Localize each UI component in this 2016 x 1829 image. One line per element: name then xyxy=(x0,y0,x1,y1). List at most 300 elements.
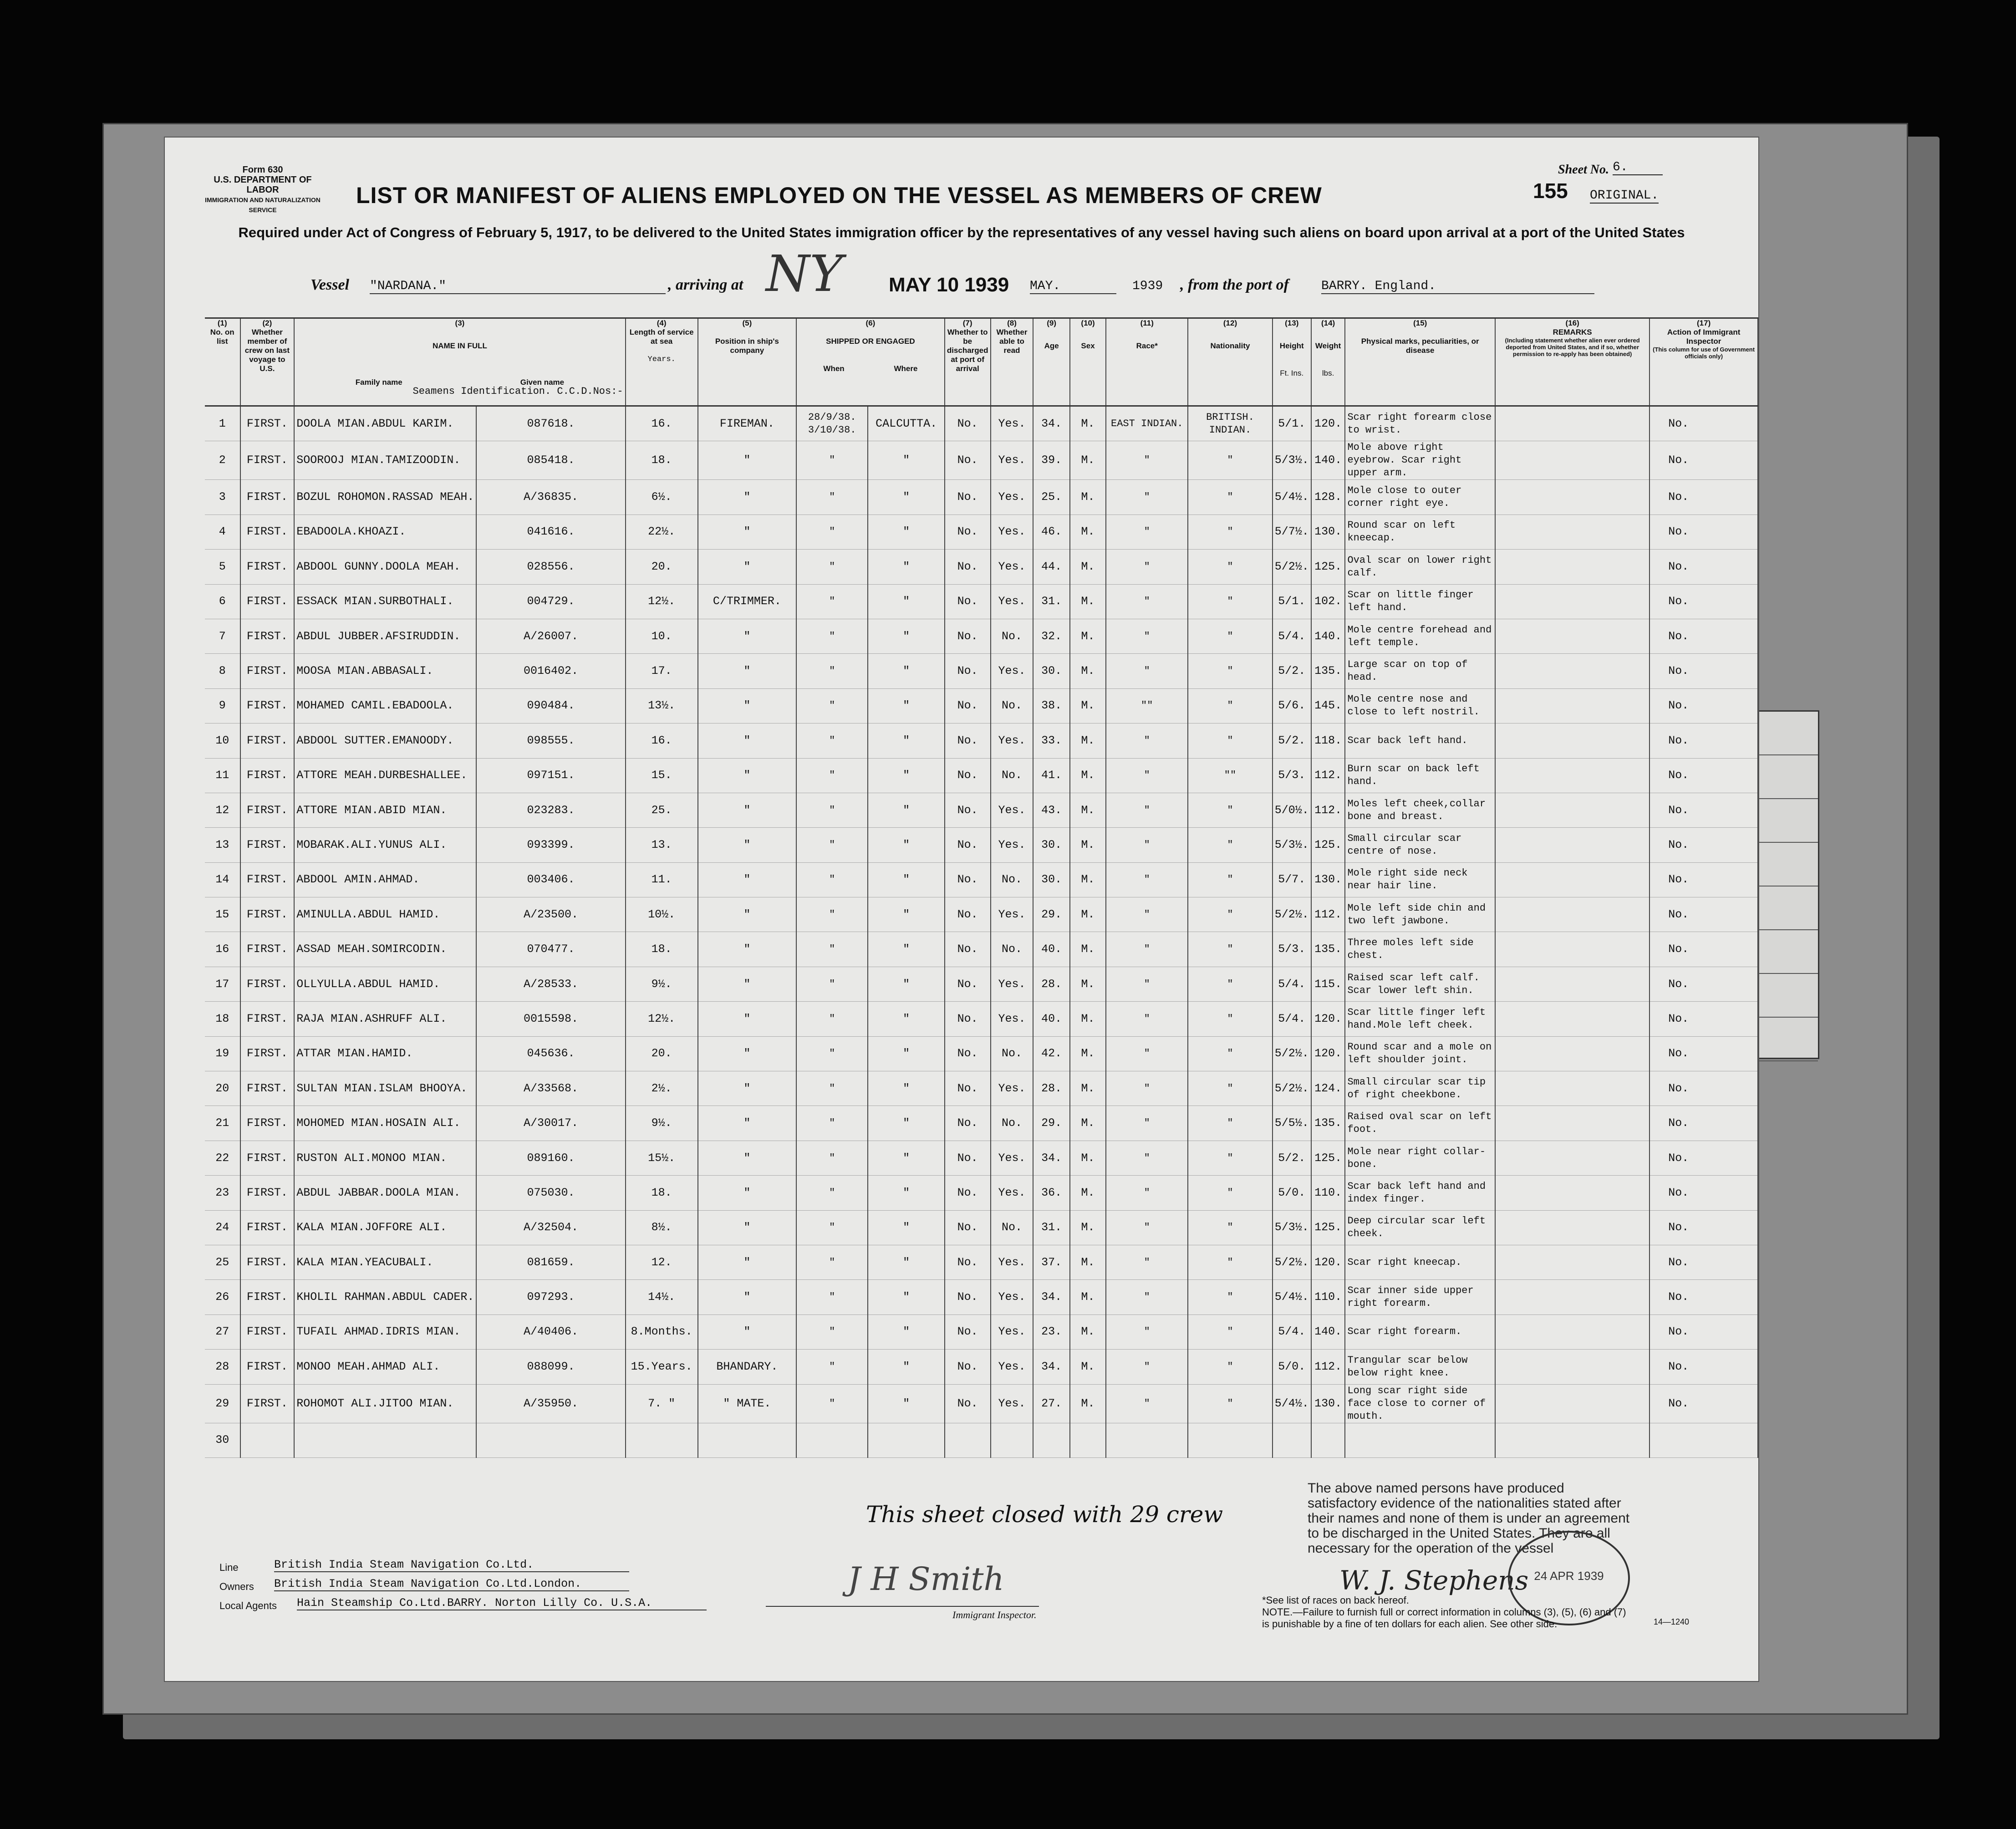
cell-no: 26 xyxy=(205,1280,240,1314)
cell-weight: 120. xyxy=(1311,406,1345,441)
cell-position: " xyxy=(698,441,796,480)
cell-discharged: No. xyxy=(945,793,991,827)
cell-weight: 125. xyxy=(1311,1210,1345,1245)
cell-race: " xyxy=(1106,480,1188,515)
cell-id: 097151. xyxy=(476,758,625,793)
cell-where: " xyxy=(868,1071,944,1106)
table-row xyxy=(205,1210,1758,1245)
cell-member: FIRST. xyxy=(240,1002,295,1036)
cell-remarks: No. xyxy=(1649,1071,1758,1106)
col-discharged: (7) Whether to be discharged at port of arrival xyxy=(945,318,991,406)
cell-age: 30. xyxy=(1033,828,1069,862)
cell-marks: Burn scar on back left hand. xyxy=(1345,758,1495,793)
cell-marks: Mole above right eyebrow. Scar right upper arm. xyxy=(1345,441,1495,480)
table-row xyxy=(205,897,1758,932)
cell-where: " xyxy=(868,584,944,619)
cell-nationality: " xyxy=(1188,480,1272,515)
cell-remarks: No. xyxy=(1649,480,1758,515)
cell-nationality: " xyxy=(1188,1280,1272,1314)
cell-nationality: " xyxy=(1188,1210,1272,1245)
cell-service: 20. xyxy=(626,1036,698,1071)
original-label: ORIGINAL. xyxy=(1590,189,1659,203)
crew-manifest-table xyxy=(205,317,1758,1458)
cell-weight: 125. xyxy=(1311,550,1345,584)
cell-id: 023283. xyxy=(476,793,625,827)
cell-id: A/36835. xyxy=(476,480,625,515)
cell-read: Yes. xyxy=(991,584,1033,619)
cell-position: " xyxy=(698,1106,796,1141)
col-height: (13) Height Ft. Ins. xyxy=(1273,318,1311,406)
vessel-name: "NARDANA." xyxy=(370,279,666,294)
cell-discharged: No. xyxy=(945,1036,991,1071)
cell-member: FIRST. xyxy=(240,1350,295,1384)
cell-remarks: No. xyxy=(1649,1210,1758,1245)
cell-service: 16. xyxy=(626,406,698,441)
cell-race: " xyxy=(1106,619,1188,653)
cell-age: 25. xyxy=(1033,480,1069,515)
arrival-month: MAY. xyxy=(1030,279,1116,294)
cell-race: " xyxy=(1106,932,1188,967)
cell-blank xyxy=(1495,406,1649,441)
cell-service: 8½. xyxy=(626,1210,698,1245)
line-value: British India Steam Navigation Co.Ltd. xyxy=(274,1558,629,1572)
cell-when: " xyxy=(796,688,868,723)
cell-sex: M. xyxy=(1070,619,1106,653)
master-signature: W. J. Stephens xyxy=(1339,1565,1529,1596)
cell-discharged: No. xyxy=(945,862,991,897)
cell-position: " xyxy=(698,1071,796,1106)
cell-race: " xyxy=(1106,1071,1188,1106)
cell-weight: 130. xyxy=(1311,862,1345,897)
cell-member: FIRST. xyxy=(240,793,295,827)
cell-race: " xyxy=(1106,654,1188,688)
cell-no: 5 xyxy=(205,550,240,584)
cell-race xyxy=(1106,1423,1188,1457)
cell-name: ROHOMOT ALI.JITOO MIAN. xyxy=(294,1384,476,1423)
table-row xyxy=(205,1423,1758,1457)
cell-where xyxy=(868,1423,944,1457)
cell-discharged: No. xyxy=(945,441,991,480)
col-action: (17) Action of Immigrant Inspector (This column for use of Government officials only) xyxy=(1649,318,1758,406)
cell-name: ATTORE MEAH.DURBESHALLEE. xyxy=(294,758,476,793)
cell-name: EBADOOLA.KHOAZI. xyxy=(294,515,476,549)
cell-no: 11 xyxy=(205,758,240,793)
cell-read: Yes. xyxy=(991,1384,1033,1423)
cell-member: FIRST. xyxy=(240,723,295,758)
form-line: IMMIGRATION AND NATURALIZATION SERVICE xyxy=(205,196,321,214)
cell-no: 8 xyxy=(205,654,240,688)
cell-when: " xyxy=(796,1071,868,1106)
cell-nationality: " xyxy=(1188,1245,1272,1279)
cell-nationality: " xyxy=(1188,1314,1272,1349)
cell-read: Yes. xyxy=(991,406,1033,441)
cell-sex: M. xyxy=(1070,654,1106,688)
col-service: (4) Length of service at sea Years. xyxy=(626,318,698,406)
cell-member: FIRST. xyxy=(240,550,295,584)
cell-id: 090484. xyxy=(476,688,625,723)
cell-read: Yes. xyxy=(991,1071,1033,1106)
cell-remarks: No. xyxy=(1649,1245,1758,1279)
cell-id: 075030. xyxy=(476,1176,625,1210)
cell-age: 40. xyxy=(1033,1002,1069,1036)
cell-weight: 125. xyxy=(1311,828,1345,862)
cell-member: FIRST. xyxy=(240,406,295,441)
sheet-label: Sheet No. xyxy=(1558,163,1609,177)
cell-position: " xyxy=(698,550,796,584)
cell-discharged: No. xyxy=(945,1141,991,1175)
cell-where: " xyxy=(868,1036,944,1071)
cell-sex: M. xyxy=(1070,688,1106,723)
cell-age: 42. xyxy=(1033,1036,1069,1071)
cell-no: 23 xyxy=(205,1176,240,1210)
cell-name: OLLYULLA.ABDUL HAMID. xyxy=(294,967,476,1001)
col-age: (9) Age xyxy=(1033,318,1069,406)
cell-read: Yes. xyxy=(991,793,1033,827)
cell-read: Yes. xyxy=(991,1314,1033,1349)
cell-read: No. xyxy=(991,1036,1033,1071)
cell-height: 5/3. xyxy=(1273,758,1311,793)
cell-read: No. xyxy=(991,1210,1033,1245)
cell-sex: M. xyxy=(1070,515,1106,549)
cell-discharged: No. xyxy=(945,897,991,932)
cell-id: A/32504. xyxy=(476,1210,625,1245)
from-port: BARRY. England. xyxy=(1321,279,1594,294)
cell-height: 5/3½. xyxy=(1273,828,1311,862)
cell-id: A/33568. xyxy=(476,1071,625,1106)
cell-name: ABDOOL GUNNY.DOOLA MEAH. xyxy=(294,550,476,584)
cell-sex: M. xyxy=(1070,862,1106,897)
cell-race: " xyxy=(1106,897,1188,932)
cell-remarks: No. xyxy=(1649,1314,1758,1349)
cell-age: 33. xyxy=(1033,723,1069,758)
cell-member: FIRST. xyxy=(240,1141,295,1175)
cell-name: ABDUL JABBAR.DOOLA MIAN. xyxy=(294,1176,476,1210)
cell-marks: Scar right kneecap. xyxy=(1345,1245,1495,1279)
cell-when: " xyxy=(796,1245,868,1279)
inspector-label: Immigrant Inspector. xyxy=(952,1609,1037,1620)
cell-when: " xyxy=(796,550,868,584)
cell-race: EAST INDIAN. xyxy=(1106,406,1188,441)
cell-member: FIRST. xyxy=(240,1210,295,1245)
form-department-block xyxy=(197,165,329,215)
cell-when: " xyxy=(796,1210,868,1245)
cell-position: " xyxy=(698,1176,796,1210)
owners-label: Owners xyxy=(219,1581,254,1592)
cell-nationality: " xyxy=(1188,862,1272,897)
cell-race: " xyxy=(1106,1002,1188,1036)
cell-blank xyxy=(1495,480,1649,515)
cell-age: 29. xyxy=(1033,1106,1069,1141)
cell-race: " xyxy=(1106,1350,1188,1384)
cell-marks: Scar inner side upper right forearm. xyxy=(1345,1280,1495,1314)
cell-blank xyxy=(1495,1141,1649,1175)
cell-remarks: No. xyxy=(1649,654,1758,688)
cell-sex: M. xyxy=(1070,441,1106,480)
table-row xyxy=(205,550,1758,584)
cell-member: FIRST. xyxy=(240,1071,295,1106)
cell-sex: M. xyxy=(1070,793,1106,827)
cell-height: 5/2. xyxy=(1273,654,1311,688)
cell-nationality: " xyxy=(1188,619,1272,653)
cell-discharged: No. xyxy=(945,584,991,619)
cell-discharged: No. xyxy=(945,723,991,758)
cell-height: 5/0½. xyxy=(1273,793,1311,827)
cell-name: KALA MIAN.JOFFORE ALI. xyxy=(294,1210,476,1245)
date-seal-stamp: 24 APR 1939 xyxy=(1508,1531,1630,1625)
cell-id: 0015598. xyxy=(476,1002,625,1036)
cell-position: " MATE. xyxy=(698,1384,796,1423)
cell-nationality: " xyxy=(1188,932,1272,967)
cell-member: FIRST. xyxy=(240,480,295,515)
line-label: Line xyxy=(219,1562,239,1573)
table-row xyxy=(205,793,1758,827)
cell-service: 12½. xyxy=(626,584,698,619)
cell-member: FIRST. xyxy=(240,1384,295,1423)
cell-age: 37. xyxy=(1033,1245,1069,1279)
cell-member: FIRST. xyxy=(240,1314,295,1349)
cell-service: 12½. xyxy=(626,1002,698,1036)
cell-marks: Scar back left hand and index finger. xyxy=(1345,1176,1495,1210)
cell-age: 28. xyxy=(1033,1071,1069,1106)
cell-age: 41. xyxy=(1033,758,1069,793)
cell-nationality: BRITISH. INDIAN. xyxy=(1188,406,1272,441)
cell-position: " xyxy=(698,758,796,793)
cell-no: 13 xyxy=(205,828,240,862)
cell-sex: M. xyxy=(1070,1384,1106,1423)
cell-race: " xyxy=(1106,1106,1188,1141)
cell-where: " xyxy=(868,480,944,515)
cell-position: C/TRIMMER. xyxy=(698,584,796,619)
cell-no: 17 xyxy=(205,967,240,1001)
cell-where: " xyxy=(868,619,944,653)
cell-marks: Mole right side neck near hair line. xyxy=(1345,862,1495,897)
cell-marks: Scar right forearm close to wrist. xyxy=(1345,406,1495,441)
cell-position: " xyxy=(698,1314,796,1349)
cell-id: 003406. xyxy=(476,862,625,897)
cell-read: Yes. xyxy=(991,1280,1033,1314)
cell-no: 29 xyxy=(205,1384,240,1423)
cell-nationality: " xyxy=(1188,897,1272,932)
cell-blank xyxy=(1495,1210,1649,1245)
cell-sex: M. xyxy=(1070,584,1106,619)
page-subtitle: Required under Act of Congress of February 5, 1917, to be delivered to the United States immigration officer by the representatives of any vessel having such aliens on board upon arrival at a port of the United States xyxy=(238,224,1685,240)
cell-race: " xyxy=(1106,1280,1188,1314)
cell-blank xyxy=(1495,584,1649,619)
cell-weight: 145. xyxy=(1311,688,1345,723)
cell-no: 12 xyxy=(205,793,240,827)
cell-read: Yes. xyxy=(991,441,1033,480)
cell-weight: 102. xyxy=(1311,584,1345,619)
cell-discharged: No. xyxy=(945,406,991,441)
cell-no: 3 xyxy=(205,480,240,515)
cell-id: 041616. xyxy=(476,515,625,549)
cell-height: 5/4½. xyxy=(1273,480,1311,515)
cell-service: 12. xyxy=(626,1245,698,1279)
cell-nationality: " xyxy=(1188,1036,1272,1071)
cell-age: 39. xyxy=(1033,441,1069,480)
cell-read: Yes. xyxy=(991,723,1033,758)
cell-service: 11. xyxy=(626,862,698,897)
cell-read: Yes. xyxy=(991,897,1033,932)
cell-when: " xyxy=(796,1141,868,1175)
inspector-signature: J H Smith xyxy=(848,1560,1004,1598)
cell-position: " xyxy=(698,1245,796,1279)
cell-no: 19 xyxy=(205,1036,240,1071)
table-row xyxy=(205,619,1758,653)
cell-no: 6 xyxy=(205,584,240,619)
cell-no: 22 xyxy=(205,1141,240,1175)
cell-age: 46. xyxy=(1033,515,1069,549)
cell-blank xyxy=(1495,967,1649,1001)
col-remarks: (16) REMARKS (Including statement whether alien ever ordered deported from United States, and if so, whether permission to re-apply has been obtained) xyxy=(1495,318,1649,406)
cell-discharged: No. xyxy=(945,619,991,653)
cell-id: 0016402. xyxy=(476,654,625,688)
cell-when: " xyxy=(796,897,868,932)
cell-weight: 110. xyxy=(1311,1280,1345,1314)
cell-position: " xyxy=(698,1141,796,1175)
cell-weight: 130. xyxy=(1311,515,1345,549)
cell-marks: Mole close to outer corner right eye. xyxy=(1345,480,1495,515)
cell-height: 5/4. xyxy=(1273,619,1311,653)
cell-race: " xyxy=(1106,793,1188,827)
cell-age: 34. xyxy=(1033,406,1069,441)
cell-read: No. xyxy=(991,758,1033,793)
cell-read: Yes. xyxy=(991,1350,1033,1384)
cell-marks xyxy=(1345,1423,1495,1457)
cell-weight: 120. xyxy=(1311,1002,1345,1036)
cell-member: FIRST. xyxy=(240,515,295,549)
cell-race: " xyxy=(1106,758,1188,793)
cell-height: 5/4. xyxy=(1273,1314,1311,1349)
cell-name: ABDUL JUBBER.AFSIRUDDIN. xyxy=(294,619,476,653)
cell-id: 028556. xyxy=(476,550,625,584)
cell-blank xyxy=(1495,1036,1649,1071)
cell-service: 18. xyxy=(626,441,698,480)
cell-sex: M. xyxy=(1070,550,1106,584)
table-row xyxy=(205,1036,1758,1071)
cell-age: 32. xyxy=(1033,619,1069,653)
cell-name: MOHOMED MIAN.HOSAIN ALI. xyxy=(294,1106,476,1141)
cell-height: 5/3. xyxy=(1273,932,1311,967)
table-row xyxy=(205,723,1758,758)
cell-when: " xyxy=(796,723,868,758)
cell-blank xyxy=(1495,1071,1649,1106)
cell-member: FIRST. xyxy=(240,584,295,619)
cell-service: 10½. xyxy=(626,897,698,932)
cell-marks: Trangular scar below below right knee. xyxy=(1345,1350,1495,1384)
table-row xyxy=(205,1002,1758,1036)
cell-service: 20. xyxy=(626,550,698,584)
cell-no: 14 xyxy=(205,862,240,897)
owners-value: British India Steam Navigation Co.Ltd.London. xyxy=(274,1577,629,1591)
cell-where: " xyxy=(868,515,944,549)
table-row xyxy=(205,1350,1758,1384)
cell-weight: 110. xyxy=(1311,1176,1345,1210)
cell-id: 081659. xyxy=(476,1245,625,1279)
cell-where: " xyxy=(868,1350,944,1384)
cell-nationality: " xyxy=(1188,441,1272,480)
cell-position: " xyxy=(698,480,796,515)
cell-sex: M. xyxy=(1070,758,1106,793)
cell-name: ATTORE MIAN.ABID MIAN. xyxy=(294,793,476,827)
cell-member: FIRST. xyxy=(240,967,295,1001)
cell-read: Yes. xyxy=(991,515,1033,549)
cell-marks: Small circular scar tip of right cheekbone. xyxy=(1345,1071,1495,1106)
cell-weight: 120. xyxy=(1311,1245,1345,1279)
cell-member xyxy=(240,1423,295,1457)
cell-weight: 128. xyxy=(1311,480,1345,515)
cell-race: " xyxy=(1106,1141,1188,1175)
cell-remarks: No. xyxy=(1649,619,1758,653)
cell-id: 087618. xyxy=(476,406,625,441)
cell-remarks: No. xyxy=(1649,1002,1758,1036)
cell-blank xyxy=(1495,828,1649,862)
cell-weight: 135. xyxy=(1311,1106,1345,1141)
cell-when: " xyxy=(796,619,868,653)
cell-nationality: " xyxy=(1188,584,1272,619)
cell-age: 30. xyxy=(1033,654,1069,688)
cell-nationality: " xyxy=(1188,1176,1272,1210)
cell-no: 20 xyxy=(205,1071,240,1106)
cell-nationality: " xyxy=(1188,723,1272,758)
cell-blank xyxy=(1495,654,1649,688)
arrival-date-stamp: MAY 10 1939 xyxy=(889,274,1009,296)
side-tab-strip xyxy=(1757,710,1819,1059)
cell-remarks: No. xyxy=(1649,862,1758,897)
cell-nationality: " xyxy=(1188,1106,1272,1141)
cell-read: Yes. xyxy=(991,1245,1033,1279)
cell-weight: 118. xyxy=(1311,723,1345,758)
cell-service: 13. xyxy=(626,828,698,862)
cell-marks: Deep circular scar left cheek. xyxy=(1345,1210,1495,1245)
cell-discharged: No. xyxy=(945,1106,991,1141)
cell-race: " xyxy=(1106,550,1188,584)
cell-height: 5/3½. xyxy=(1273,1210,1311,1245)
cell-where: " xyxy=(868,793,944,827)
cell-name: MONOO MEAH.AHMAD ALI. xyxy=(294,1350,476,1384)
cell-member: FIRST. xyxy=(240,619,295,653)
cell-when: " xyxy=(796,584,868,619)
cell-where: " xyxy=(868,654,944,688)
cell-remarks: No. xyxy=(1649,1280,1758,1314)
cell-height: 5/5½. xyxy=(1273,1106,1311,1141)
cell-weight: 112. xyxy=(1311,758,1345,793)
cell-name: ATTAR MIAN.HAMID. xyxy=(294,1036,476,1071)
cell-race: " xyxy=(1106,584,1188,619)
cell-marks: Oval scar on lower right calf. xyxy=(1345,550,1495,584)
cell-id: A/23500. xyxy=(476,897,625,932)
master-declaration: The above named persons have produced satisfactory evidence of the nationalities stated after their names and none of them is under an agreement to be discharged in the United States. They are all necessary for the operation of the vessel xyxy=(1308,1481,1630,1556)
cell-age: 31. xyxy=(1033,1210,1069,1245)
cell-nationality: "" xyxy=(1188,758,1272,793)
cell-where: " xyxy=(868,828,944,862)
cell-when: " xyxy=(796,1350,868,1384)
form-line: Form 630 xyxy=(242,165,283,175)
family-name-header: Family name xyxy=(355,378,402,387)
cell-age: 23. xyxy=(1033,1314,1069,1349)
cell-discharged: No. xyxy=(945,758,991,793)
cell-when: " xyxy=(796,1106,868,1141)
cell-nationality: " xyxy=(1188,1002,1272,1036)
cell-where: " xyxy=(868,967,944,1001)
cell-weight: 135. xyxy=(1311,932,1345,967)
cell-id: 097293. xyxy=(476,1280,625,1314)
cell-height: 5/2½. xyxy=(1273,1071,1311,1106)
table-row xyxy=(205,441,1758,480)
cell-nationality: " xyxy=(1188,550,1272,584)
cell-service: 15½. xyxy=(626,1141,698,1175)
cell-member: FIRST. xyxy=(240,1245,295,1279)
